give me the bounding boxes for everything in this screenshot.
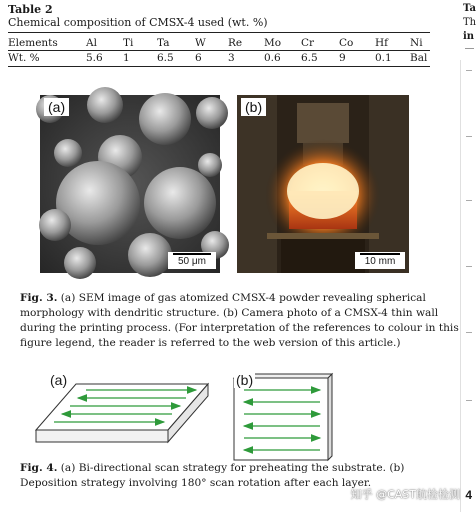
table-header-row (8, 35, 432, 50)
figure-3-caption (20, 291, 465, 351)
caption-text: (a) Bi-directional scan strategy for preheating the substrate. (b) Deposition strategy involving 180° scan rotation after each layer. (20, 462, 405, 489)
header-cell: Re (228, 36, 243, 49)
right-column-rule (465, 48, 474, 49)
table-cell: Bal (410, 51, 428, 64)
table-bottom-rule (8, 66, 430, 67)
table-caption: Chemical composition of CMSX-4 used (wt. %) (8, 16, 268, 29)
right-column-fragment: in (463, 31, 475, 42)
caption-label: Fig. 4. (20, 462, 58, 474)
header-cell: Hf (375, 36, 389, 49)
header-cell: Cr (301, 36, 315, 49)
header-cell: Ta (157, 36, 170, 49)
header-cell: Mo (264, 36, 282, 49)
table-cell: Wt. % (8, 51, 40, 64)
page-number: 4 (465, 488, 472, 502)
panel-label: (b) (241, 98, 266, 116)
header-cell: Al (86, 36, 97, 49)
table-cell: 1 (123, 51, 130, 64)
bidirectional-scan-plate (36, 384, 208, 442)
table-cell: 6 (195, 51, 202, 64)
caption-label: Fig. 3. (20, 292, 58, 304)
panel-label: (a) (50, 372, 68, 388)
table-cell: 6.5 (157, 51, 174, 64)
table-top-rule (8, 32, 430, 33)
panel-label: (a) (44, 98, 69, 116)
table-row (8, 50, 432, 65)
column-divider (460, 60, 461, 512)
scan-strategy-diagram (36, 372, 336, 462)
table-cell: 6.5 (301, 51, 318, 64)
table-cell: 5.6 (86, 51, 103, 64)
caption-text: (a) SEM image of gas atomized CMSX-4 powder revealing spherical morphology with dendritic structure. (b) Camera photo of a CMSX-4 thin wall during the printing process. (For interpretation of the references to colour in this figure legend, the reader is referred to the web version of this article.) (20, 292, 459, 349)
header-cell: W (195, 36, 206, 49)
right-column-fragment: Ta (463, 3, 476, 14)
right-column-fragment: Th (463, 17, 476, 28)
table-cell: 0.6 (264, 51, 281, 64)
table-header-rule (8, 50, 430, 51)
right-column-text-lines (466, 70, 474, 500)
scale-bar (355, 252, 405, 269)
table-cell: 9 (339, 51, 346, 64)
sem-powder-image (40, 95, 220, 273)
scale-label: 10 mm (364, 256, 396, 267)
panel-label: (b) (236, 372, 254, 388)
header-cell: Ni (410, 36, 423, 49)
printing-photo (237, 95, 409, 273)
table-title: Table 2 (8, 3, 53, 16)
scale-bar (168, 252, 216, 269)
header-cell: Ti (123, 36, 134, 49)
header-cell: Elements (8, 36, 58, 49)
watermark: 知乎 @CAST航检检测 (350, 488, 460, 501)
table-cell: 0.1 (375, 51, 392, 64)
header-cell: Co (339, 36, 354, 49)
table-cell: 3 (228, 51, 235, 64)
scale-label: 50 μm (178, 256, 206, 267)
